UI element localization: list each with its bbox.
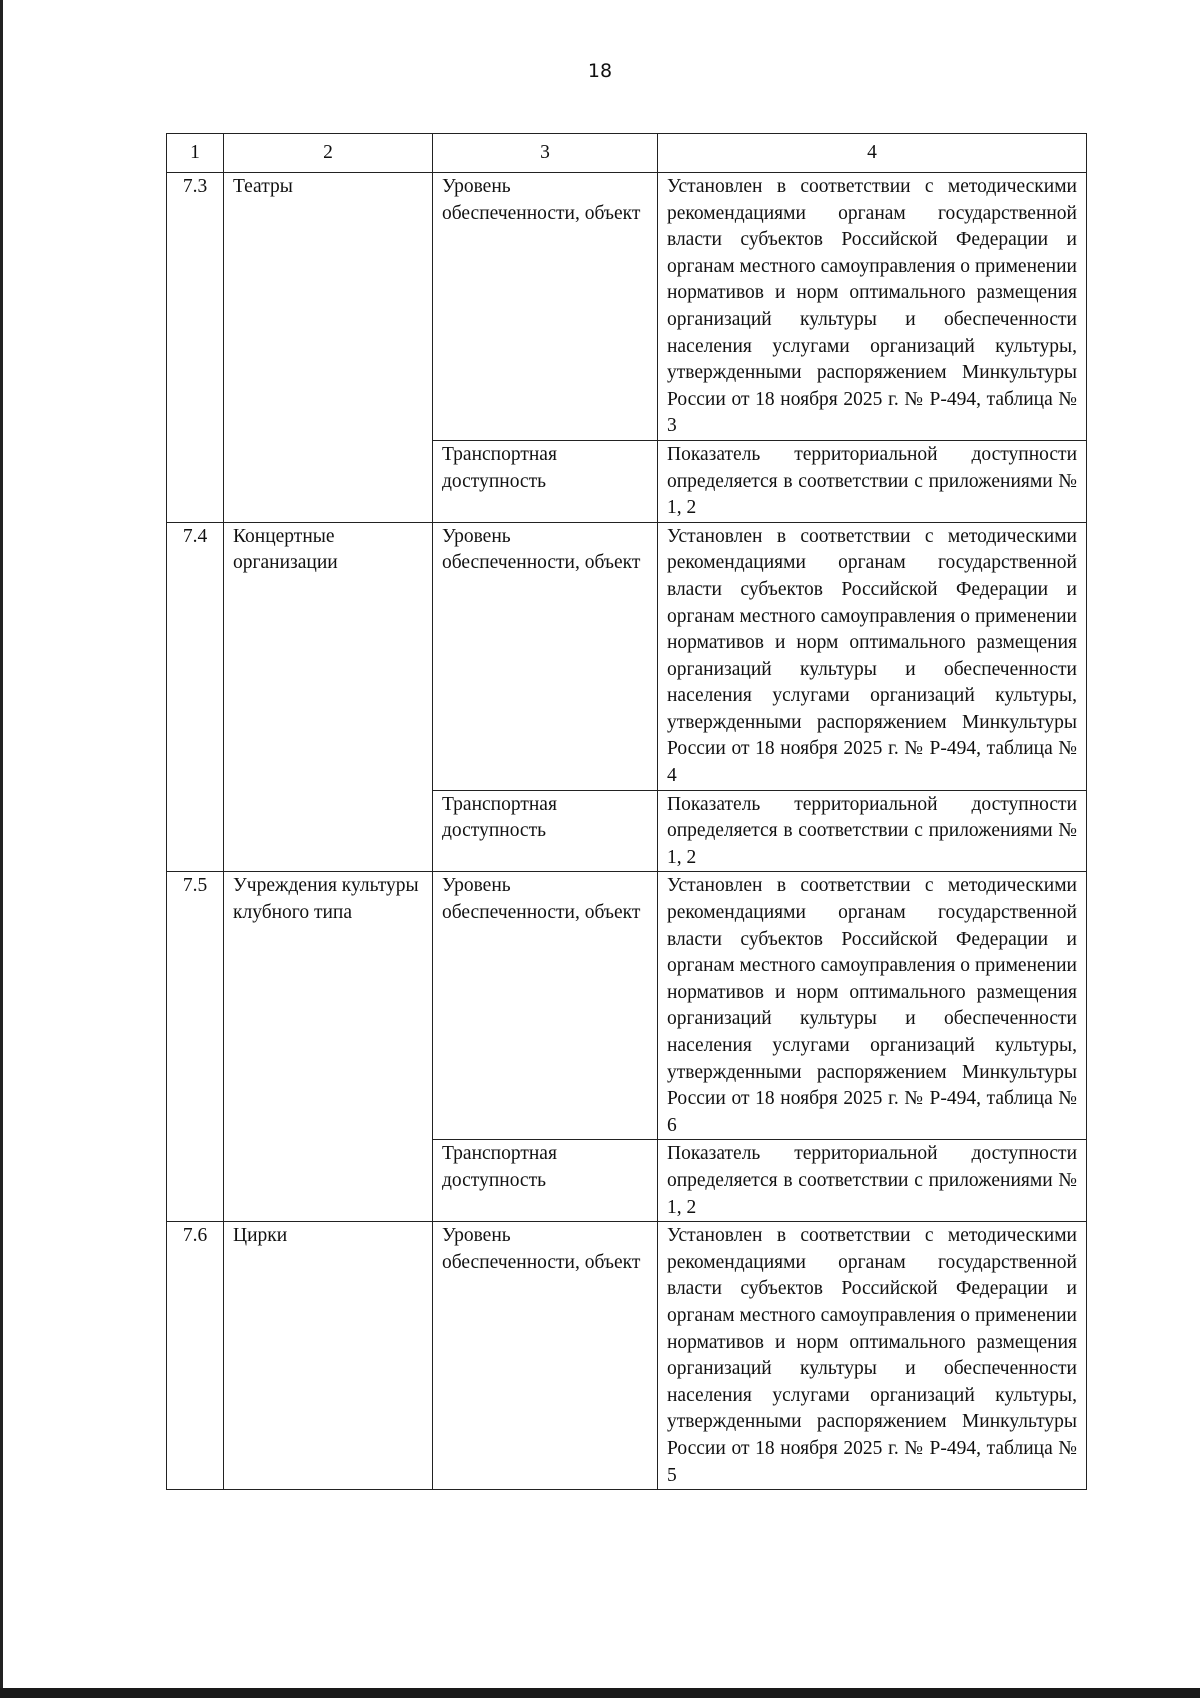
- table-header-row: [167, 134, 1087, 173]
- indicator-name: Уровень обеспеченности, объект: [433, 522, 658, 790]
- indicator-value: Показатель территориальной доступности определяется в соответствии с приложениями № 1, 2: [658, 440, 1087, 522]
- page-bottom-edge: [0, 1688, 1200, 1698]
- indicator-name: Уровень обеспеченности, объект: [433, 872, 658, 1140]
- row-number: 7.5: [167, 872, 224, 1222]
- indicator-value: Установлен в соответствии с методическими рекомендациями органам государственной власти субъектов Российской Федерации и органам местного самоуправления о применении нормативов и норм оптимального размещения организаций культуры и обеспеченности населения услугами организаций культуры, утвержденными распоряжением Минкультуры России от 18 ноября 2025 г. № Р-494, таблица № 4: [658, 522, 1087, 790]
- page-number: 18: [587, 60, 613, 82]
- column-header: 2: [224, 134, 433, 173]
- indicator-name: Уровень обеспеченности, объект: [433, 1222, 658, 1490]
- row-number: 7.4: [167, 522, 224, 872]
- table-row: [167, 1222, 1087, 1490]
- facility-name: Цирки: [224, 1222, 433, 1490]
- table-row: [167, 173, 1087, 441]
- row-number: 7.3: [167, 173, 224, 523]
- indicator-value: Установлен в соответствии с методическими рекомендациями органам государственной власти субъектов Российской Федерации и органам местного самоуправления о применении нормативов и норм оптимального размещения организаций культуры и обеспеченности населения услугами организаций культуры, утвержденными распоряжением Минкультуры России от 18 ноября 2025 г. № Р-494, таблица № 5: [658, 1222, 1087, 1490]
- facility-name: Театры: [224, 173, 433, 523]
- indicator-name: Транспортная доступность: [433, 440, 658, 522]
- indicator-value: Показатель территориальной доступности определяется в соответствии с приложениями № 1, 2: [658, 790, 1087, 872]
- norms-table: [166, 133, 1087, 1490]
- row-number: 7.6: [167, 1222, 224, 1490]
- indicator-value: Показатель территориальной доступности определяется в соответствии с приложениями № 1, 2: [658, 1140, 1087, 1222]
- facility-name: Учреждения культуры клубного типа: [224, 872, 433, 1222]
- indicator-name: Транспортная доступность: [433, 1140, 658, 1222]
- facility-name: Концертные организации: [224, 522, 433, 872]
- column-header: 1: [167, 134, 224, 173]
- indicator-value: Установлен в соответствии с методическими рекомендациями органам государственной власти субъектов Российской Федерации и органам местного самоуправления о применении нормативов и норм оптимального размещения организаций культуры и обеспеченности населения услугами организаций культуры, утвержденными распоряжением Минкультуры России от 18 ноября 2025 г. № Р-494, таблица № 6: [658, 872, 1087, 1140]
- column-header: 4: [658, 134, 1087, 173]
- table-row: [167, 522, 1087, 790]
- page-left-edge: [0, 0, 3, 1698]
- table-row: [167, 872, 1087, 1140]
- indicator-name: Транспортная доступность: [433, 790, 658, 872]
- indicator-value: Установлен в соответствии с методическими рекомендациями органам государственной власти субъектов Российской Федерации и органам местного самоуправления о применении нормативов и норм оптимального размещения организаций культуры и обеспеченности населения услугами организаций культуры, утвержденными распоряжением Минкультуры России от 18 ноября 2025 г. № Р-494, таблица № 3: [658, 173, 1087, 441]
- column-header: 3: [433, 134, 658, 173]
- indicator-name: Уровень обеспеченности, объект: [433, 173, 658, 441]
